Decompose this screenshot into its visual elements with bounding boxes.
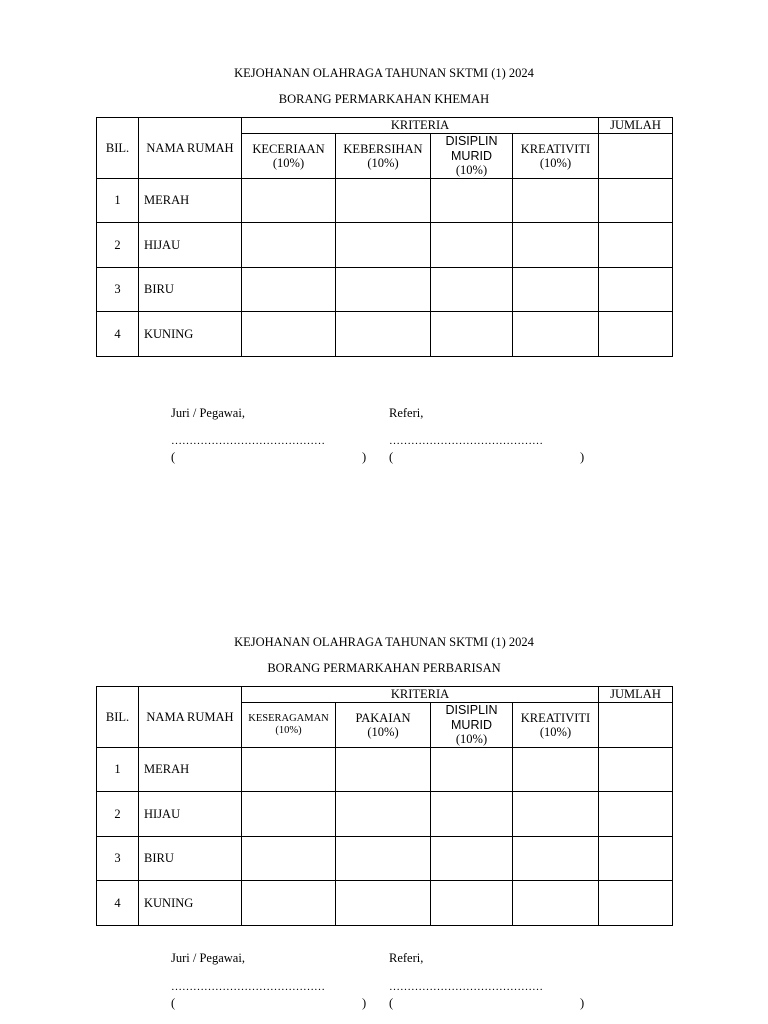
criterion-name: KECERIAAN	[252, 141, 325, 156]
juri-signature-line: ……………………………………	[171, 435, 325, 447]
row-bil: 3	[97, 268, 139, 312]
score-cell[interactable]	[431, 748, 513, 792]
row-nama: KUNING	[139, 312, 242, 357]
criterion-weight: (10%)	[367, 725, 399, 739]
row-bil: 3	[97, 837, 139, 881]
table-row	[97, 268, 673, 312]
row-bil: 1	[97, 179, 139, 223]
referi-signature-line: ……………………………………	[389, 981, 543, 993]
juri-signature-line: ……………………………………	[171, 981, 325, 993]
score-cell[interactable]	[513, 179, 599, 223]
header-jumlah: JUMLAH	[599, 118, 673, 134]
juri-open-paren: (	[171, 996, 176, 1010]
header-nama-rumah: NAMA RUMAH	[139, 118, 242, 179]
row-bil: 2	[97, 223, 139, 268]
score-cell[interactable]	[336, 837, 431, 881]
criterion-weight: (10%)	[275, 725, 302, 736]
juri-label: Juri / Pegawai,	[171, 951, 245, 965]
score-cell[interactable]	[336, 179, 431, 223]
header-criterion	[431, 703, 513, 748]
score-cell[interactable]	[336, 223, 431, 268]
referi-open-paren: (	[389, 450, 394, 464]
table-row	[97, 792, 673, 837]
row-nama: HIJAU	[139, 223, 242, 268]
header-criterion	[242, 703, 336, 748]
referi-label: Referi,	[389, 406, 424, 420]
score-cell[interactable]	[336, 748, 431, 792]
score-cell[interactable]	[431, 881, 513, 926]
referi-label: Referi,	[389, 951, 424, 965]
criterion-name: DISIPLIN MURID	[445, 703, 498, 732]
score-cell[interactable]	[242, 792, 336, 837]
juri-label: Juri / Pegawai,	[171, 406, 245, 420]
score-cell[interactable]	[242, 748, 336, 792]
score-cell[interactable]	[242, 312, 336, 357]
criterion-name: DISIPLIN MURID	[445, 134, 498, 163]
criterion-name: PAKAIAN	[355, 710, 411, 725]
form-title: KEJOHANAN OLAHRAGA TAHUNAN SKTMI (1) 2024	[234, 66, 534, 80]
score-cell[interactable]	[431, 268, 513, 312]
score-cell[interactable]	[336, 312, 431, 357]
criterion-name: KREATIVITI	[520, 141, 591, 156]
header-nama-rumah: NAMA RUMAH	[139, 687, 242, 748]
jumlah-subheader-cell	[599, 134, 673, 179]
criterion-name: KREATIVITI	[520, 710, 591, 725]
score-cell[interactable]	[513, 268, 599, 312]
total-cell[interactable]	[599, 881, 673, 926]
form-subtitle: BORANG PERMARKAHAN KHEMAH	[278, 92, 490, 106]
total-cell[interactable]	[599, 223, 673, 268]
criterion-weight: (10%)	[539, 156, 572, 170]
criterion-weight: (10%)	[539, 725, 572, 739]
row-bil: 4	[97, 881, 139, 926]
total-cell[interactable]	[599, 179, 673, 223]
total-cell[interactable]	[599, 792, 673, 837]
total-cell[interactable]	[599, 837, 673, 881]
criterion-weight: (10%)	[455, 732, 488, 747]
score-cell[interactable]	[242, 179, 336, 223]
criterion-weight: (10%)	[272, 156, 305, 170]
referi-open-paren: (	[389, 996, 394, 1010]
row-nama: BIRU	[139, 268, 242, 312]
form-title: KEJOHANAN OLAHRAGA TAHUNAN SKTMI (1) 2024	[234, 635, 534, 649]
table-row	[97, 748, 673, 792]
score-cell[interactable]	[336, 268, 431, 312]
score-cell[interactable]	[513, 837, 599, 881]
referi-close-paren: )	[580, 450, 585, 464]
table-row	[97, 223, 673, 268]
header-criterion	[431, 134, 513, 179]
score-cell[interactable]	[242, 268, 336, 312]
criterion-name: KESERAGAMAN	[248, 712, 329, 724]
table-row	[97, 837, 673, 881]
table-row	[97, 881, 673, 926]
header-criterion	[513, 703, 599, 748]
score-cell[interactable]	[242, 837, 336, 881]
header-criterion	[336, 703, 431, 748]
row-nama: HIJAU	[139, 792, 242, 837]
score-cell[interactable]	[242, 881, 336, 926]
score-cell[interactable]	[513, 223, 599, 268]
juri-open-paren: (	[171, 450, 176, 464]
row-nama: MERAH	[139, 748, 242, 792]
criterion-weight: (10%)	[455, 163, 488, 178]
score-cell[interactable]	[431, 792, 513, 837]
score-cell[interactable]	[431, 179, 513, 223]
criterion-name: KEBERSIHAN	[343, 141, 423, 156]
referi-signature-line: ……………………………………	[389, 435, 543, 447]
score-cell[interactable]	[431, 312, 513, 357]
referi-close-paren: )	[580, 996, 585, 1010]
score-cell[interactable]	[513, 792, 599, 837]
table-row	[97, 179, 673, 223]
total-cell[interactable]	[599, 312, 673, 357]
score-cell[interactable]	[336, 881, 431, 926]
header-criterion	[336, 134, 431, 179]
score-cell[interactable]	[336, 792, 431, 837]
juri-close-paren: )	[362, 996, 367, 1010]
score-cell[interactable]	[513, 881, 599, 926]
row-nama: KUNING	[139, 881, 242, 926]
score-table	[96, 686, 673, 926]
row-bil: 4	[97, 312, 139, 357]
table-row	[97, 312, 673, 357]
row-nama: BIRU	[139, 837, 242, 881]
score-cell[interactable]	[431, 837, 513, 881]
score-cell[interactable]	[513, 312, 599, 357]
score-cell[interactable]	[513, 748, 599, 792]
score-cell[interactable]	[242, 223, 336, 268]
header-bil: BIL.	[97, 118, 139, 179]
header-kriteria: KRITERIA	[242, 687, 599, 703]
header-criterion	[242, 134, 336, 179]
score-table	[96, 117, 673, 357]
total-cell[interactable]	[599, 268, 673, 312]
header-bil: BIL.	[97, 687, 139, 748]
juri-close-paren: )	[362, 450, 367, 464]
row-bil: 1	[97, 748, 139, 792]
row-bil: 2	[97, 792, 139, 837]
row-nama: MERAH	[139, 179, 242, 223]
header-criterion	[513, 134, 599, 179]
total-cell[interactable]	[599, 748, 673, 792]
header-jumlah: JUMLAH	[599, 687, 673, 703]
score-cell[interactable]	[431, 223, 513, 268]
form-subtitle: BORANG PERMARKAHAN PERBARISAN	[267, 661, 501, 675]
jumlah-subheader-cell	[599, 703, 673, 748]
header-kriteria: KRITERIA	[242, 118, 599, 134]
criterion-weight: (10%)	[367, 156, 399, 170]
